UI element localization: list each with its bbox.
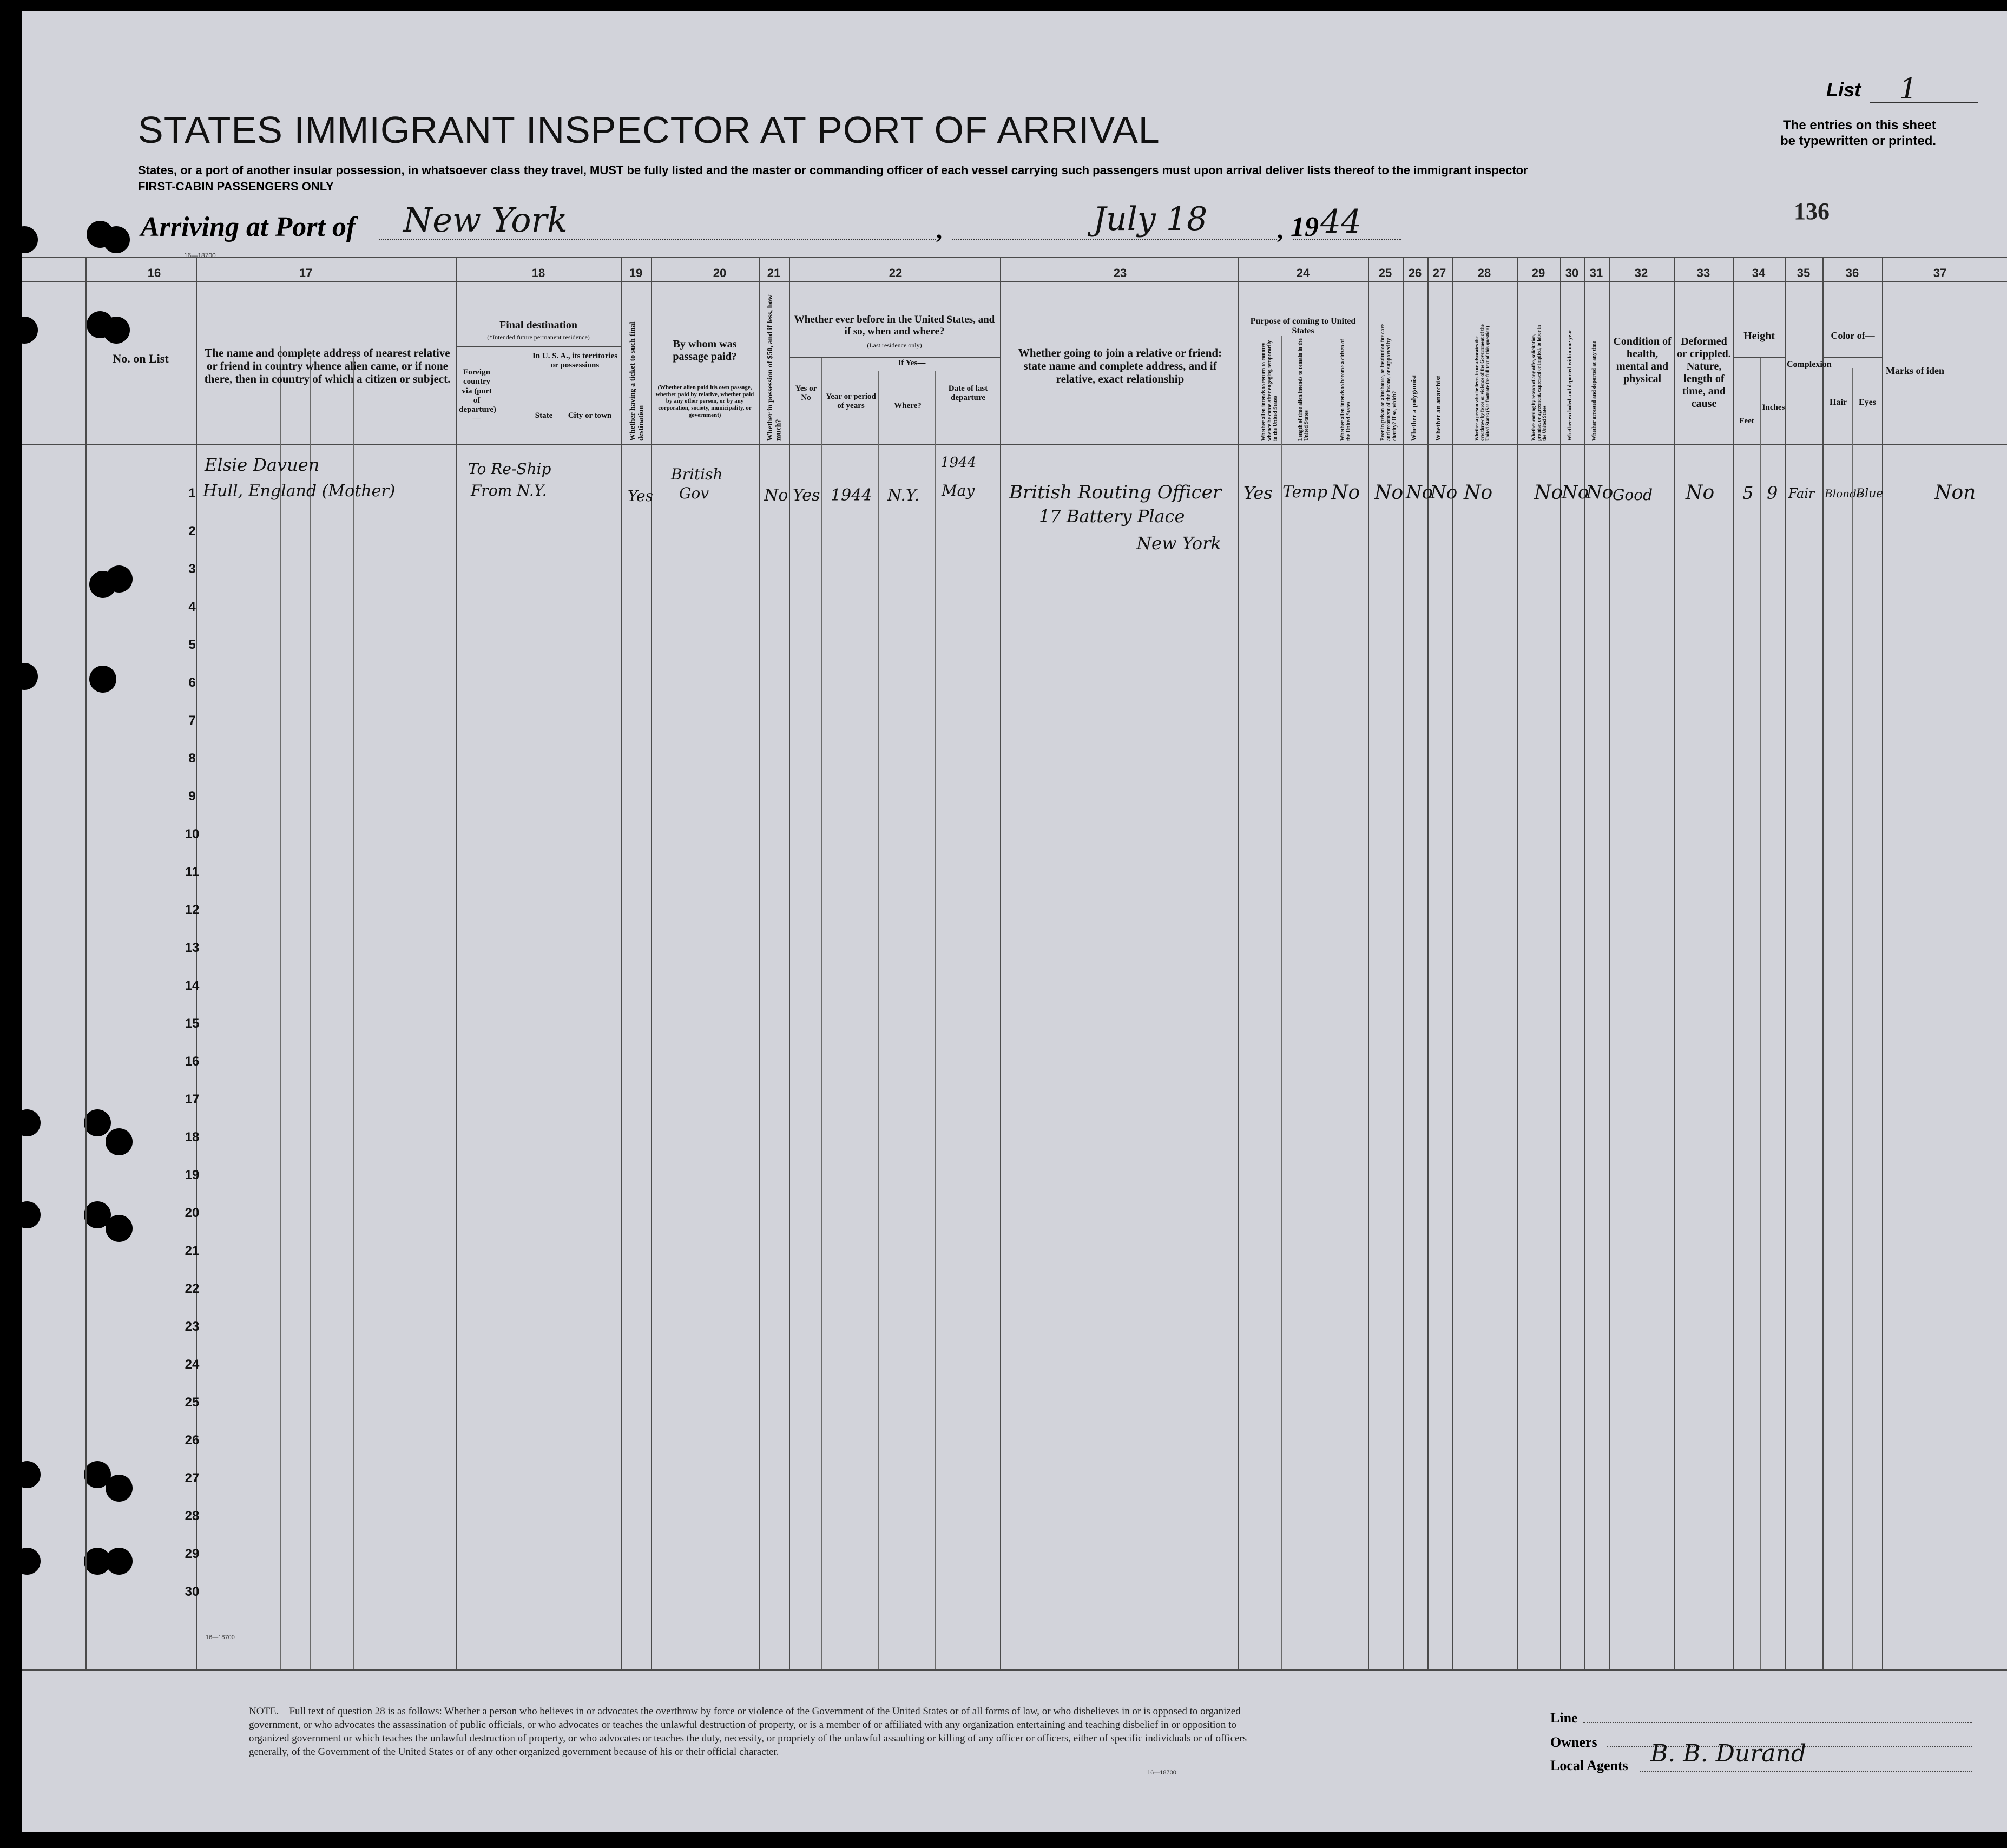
col-divider xyxy=(456,257,457,1671)
header-c37: Marks of iden xyxy=(1886,365,1944,376)
header-c19: Whether having a ticket to such final destination xyxy=(629,321,646,441)
header-c22-sub: (Last residence only) xyxy=(867,341,922,349)
subcol-divider xyxy=(935,371,936,1669)
agents-label: Local Agents xyxy=(1550,1758,1628,1773)
col-divider xyxy=(1427,257,1429,1671)
row-number: 23 xyxy=(185,1319,200,1334)
header-c24-b: Length of time alien intends to remain in the United States xyxy=(1298,338,1310,441)
header-c29: Whether coming by reason of any offer, solicitation, promise, or agreement, expressed or implied, to labor in the United States xyxy=(1531,325,1547,441)
entry-paid-1: British xyxy=(671,465,723,483)
rule-table-bottom xyxy=(22,1669,2007,1671)
form-code-small: 16—18700 xyxy=(206,1634,235,1641)
header-c36-title: Color of— xyxy=(1831,330,1875,341)
header-c22-year: Year or period of years xyxy=(826,392,876,411)
binder-hole xyxy=(84,1109,111,1136)
subcol-divider xyxy=(280,346,281,1669)
subcol-divider xyxy=(1852,368,1853,1669)
subcol-divider xyxy=(353,357,354,1669)
entry-join-2: 17 Battery Place xyxy=(1039,506,1185,527)
col-divider xyxy=(1452,257,1453,1671)
sheet-number: 136 xyxy=(1794,198,1830,225)
col-divider xyxy=(1882,257,1883,1671)
entry-departure-2: May xyxy=(942,482,975,499)
colnum: 31 xyxy=(1589,266,1603,280)
header-c22-date: Date of last departure xyxy=(948,384,988,403)
colnum: 26 xyxy=(1408,266,1422,280)
list-underline xyxy=(1870,102,1978,103)
binder-hole xyxy=(22,1109,41,1136)
agents-underline xyxy=(1640,1771,1972,1772)
sheet-note-2: be typewritten or printed. xyxy=(1780,134,1937,148)
subheader-rule xyxy=(456,346,621,347)
entry-before: Yes xyxy=(793,486,820,505)
header-c17: The name and complete address of nearest relative or friend in country whence alien came, or if none there, then in country of which a citizen or subject. xyxy=(204,346,451,386)
instructions: States, or a port of another insular possession, in whatsoever class they travel, MUST be fully listed and the master or commanding officer of each vessel carrying such passengers must upon arrival deliver lists thereof to the immigrant inspector xyxy=(138,163,1528,177)
binder-hole xyxy=(106,1548,133,1575)
entry-fifty: No xyxy=(764,486,788,505)
header-c36-hair: Hair xyxy=(1830,398,1847,407)
row-number: 20 xyxy=(185,1206,200,1220)
sheet-note-1: The entries on this sheet xyxy=(1783,118,1936,133)
port-value: New York xyxy=(403,200,568,240)
header-c18-state: State xyxy=(535,411,553,420)
header-c34-inches: Inches xyxy=(1762,403,1785,412)
year-prefix: 19 xyxy=(1291,212,1319,242)
header-c33: Deformed or crippled. Nature, length of time, and cause xyxy=(1677,336,1731,410)
colnum: 32 xyxy=(1634,266,1648,280)
header-c36-eyes: Eyes xyxy=(1859,398,1876,407)
row-number: 19 xyxy=(185,1168,200,1182)
row-number: 17 xyxy=(185,1092,200,1107)
owners-label: Owners xyxy=(1550,1734,1597,1750)
col-divider xyxy=(789,257,790,1671)
header-c20-sub: (Whether alien paid his own passage, whether paid by relative, whether paid by any other person, or by any corporation, society, municipality, or government) xyxy=(655,384,754,418)
row-number: 11 xyxy=(185,865,199,879)
entry-return: Yes xyxy=(1243,483,1273,503)
subcol-divider xyxy=(310,357,311,1669)
header-c22-title: Whether ever before in the United States, and if so, when and where? xyxy=(794,314,995,337)
year-value: 44 xyxy=(1320,203,1362,241)
binder-hole xyxy=(22,226,38,253)
year-line xyxy=(1293,239,1401,240)
header-c24-title: Purpose of coming to United States xyxy=(1250,317,1356,336)
row-number: 25 xyxy=(185,1395,200,1410)
colnum: 23 xyxy=(1113,266,1127,280)
colnum: 30 xyxy=(1565,266,1579,280)
row-number: 28 xyxy=(185,1509,200,1523)
rule-header-bottom xyxy=(22,444,2007,445)
line-underline xyxy=(1583,1722,1972,1723)
entry-length: Temp xyxy=(1282,483,1328,502)
binder-hole xyxy=(106,1215,133,1242)
entry-dest-2: From N.Y. xyxy=(471,482,547,499)
entry-complexion: Fair xyxy=(1788,486,1815,501)
entry-dest-1: To Re-Ship xyxy=(468,460,551,478)
colnum: 21 xyxy=(767,266,781,280)
subcol-divider xyxy=(1760,357,1761,1669)
binder-hole xyxy=(103,226,130,253)
colnum: 25 xyxy=(1378,266,1392,280)
row-number: 29 xyxy=(185,1547,200,1561)
binder-hole xyxy=(106,565,133,593)
colnum: 18 xyxy=(531,266,545,280)
entry-ticket: Yes xyxy=(628,487,653,505)
colnum: 33 xyxy=(1696,266,1710,280)
row-number: 12 xyxy=(185,903,200,917)
footnote: NOTE.—Full text of question 28 is as follows: Whether a person who believes in or advocates the overthrow by force or violence of the Government of the United States or of all forms of law, or who disbelieves in or is opposed to organized government, or who advocates the assassination of public officials, or who advocates or teaches the unlawful destruction of property, or is a member of or affiliated with any organization entertaining and teaching disbelief in or opposition to organized government or which teaches the unlawful destruction of property, or who advocates or teaches the duty, necessity, or propriety of the unlawful assaulting or killing of any officer or officers, either of specific individuals or of officers generally, of the Government of the United States or of any other organized government because of his or their official character. xyxy=(249,1706,1247,1758)
entry-arrested: No xyxy=(1586,482,1614,503)
binder-hole xyxy=(22,1201,41,1228)
row-number: 9 xyxy=(188,789,196,804)
list-label: List xyxy=(1826,78,1861,101)
colnum: 35 xyxy=(1797,266,1811,280)
row-number: 5 xyxy=(188,637,196,652)
entry-join-1: British Routing Officer xyxy=(1009,482,1222,503)
row-number: 21 xyxy=(185,1244,200,1258)
entry-departure-1: 1944 xyxy=(940,455,977,471)
header-c34-title: Height xyxy=(1743,330,1775,342)
entry-relative-1: Elsie Davuen xyxy=(205,455,320,475)
header-c18-title: Final destination xyxy=(499,319,577,331)
header-c35: Complexion xyxy=(1787,360,1832,369)
col-divider xyxy=(1674,257,1675,1671)
entry-join-3: New York xyxy=(1136,533,1221,554)
date-line xyxy=(952,239,1277,240)
header-c23: Whether going to join a relative or friend: state name and complete address, and if relative, exact relationship xyxy=(1018,346,1222,386)
row-number: 27 xyxy=(185,1471,200,1485)
header-c26: Whether a polygamist xyxy=(1410,374,1418,441)
form-title: STATES IMMIGRANT INSPECTOR AT PORT OF ARRIVAL xyxy=(138,109,1160,151)
col-divider xyxy=(1000,257,1001,1671)
header-c18-city: City or town xyxy=(568,411,612,420)
colnum: 29 xyxy=(1531,266,1545,280)
colnum: 34 xyxy=(1752,266,1766,280)
row-number: 13 xyxy=(185,941,200,955)
list-value: 1 xyxy=(1899,73,1918,106)
binder-hole xyxy=(22,663,38,690)
entry-deformed: No xyxy=(1686,482,1715,504)
entry-marks: Non xyxy=(1934,482,1976,504)
header-c22-ifyes: If Yes— xyxy=(898,359,926,367)
colnum: 27 xyxy=(1432,266,1446,280)
entry-excluded: No xyxy=(1562,482,1589,503)
entry-eyes: Blue xyxy=(1856,487,1884,501)
header-c22-yesno: Yes or No xyxy=(795,384,817,403)
header-c31: Whether arrested and deported at any time xyxy=(1591,340,1597,441)
header-c28: Whether a person who believes in or advocates the overthrow by force or violence of the Government of the United States (See footnote for full text of this question) xyxy=(1474,324,1490,441)
colnum: 24 xyxy=(1296,266,1310,280)
header-c16: No. on List xyxy=(113,352,169,365)
header-c32: Condition of health, mental and physical xyxy=(1613,336,1672,385)
comma-1: , xyxy=(936,217,942,244)
row-number: 2 xyxy=(188,524,196,538)
entry-overthrow: No xyxy=(1464,482,1493,504)
binder-hole xyxy=(22,317,38,344)
col-divider xyxy=(759,257,760,1671)
row-number: 22 xyxy=(185,1281,200,1296)
colnum: 28 xyxy=(1477,266,1491,280)
entry-year: 1944 xyxy=(831,486,872,505)
row-number: 26 xyxy=(185,1433,200,1448)
date-value: July 18 xyxy=(1093,200,1208,238)
row-number: 10 xyxy=(185,827,200,841)
entry-inches: 9 xyxy=(1767,483,1778,503)
line-label: Line xyxy=(1550,1710,1578,1726)
header-c34-feet: Feet xyxy=(1739,417,1754,425)
entry-citizen: No xyxy=(1331,482,1360,504)
entry-prison: No xyxy=(1374,482,1404,504)
col-divider xyxy=(1517,257,1518,1671)
header-c27: Whether an anarchist xyxy=(1434,376,1442,441)
header-c18-usa: In U. S. A., its territories or possessions xyxy=(532,352,618,370)
subcol-divider xyxy=(821,357,822,1669)
agents-signature: B. B. Durand xyxy=(1650,1740,1806,1767)
col-divider xyxy=(1368,257,1369,1671)
col-divider xyxy=(1584,257,1585,1671)
row-number: 16 xyxy=(185,1054,200,1069)
colnum: 37 xyxy=(1933,266,1947,280)
col-divider xyxy=(1609,257,1610,1671)
binder-hole xyxy=(22,1548,41,1575)
header-c18-foreign: Foreign country via (port of departure)— xyxy=(459,368,496,424)
subheader-rule xyxy=(1733,357,1785,358)
rule-colnums xyxy=(22,281,2007,282)
binder-hole xyxy=(103,317,130,344)
rule-top xyxy=(22,257,2007,258)
header-c30: Whether excluded and deported within one year xyxy=(1567,330,1573,441)
row-number: 4 xyxy=(188,600,196,614)
colnum: 19 xyxy=(629,266,643,280)
header-c22-where: Where? xyxy=(894,402,922,410)
entry-polygamist: No xyxy=(1406,482,1433,503)
col-divider xyxy=(1785,257,1786,1671)
row-number: 30 xyxy=(185,1584,200,1599)
header-c21: Whether in possession of $50, and if less, how much? xyxy=(766,294,783,441)
binder-hole xyxy=(106,1128,133,1155)
entry-labor: No xyxy=(1534,482,1563,504)
colnum: 20 xyxy=(713,266,727,280)
entry-feet: 5 xyxy=(1742,483,1754,503)
arriving-label: Arriving at Port of xyxy=(141,212,356,242)
subcol-divider xyxy=(878,371,879,1669)
entry-anarchist: No xyxy=(1430,482,1458,503)
header-c24-c: Whether alien intends to become a citizen of the United States xyxy=(1340,339,1352,441)
entry-health: Good xyxy=(1613,486,1653,504)
manifest-sheet xyxy=(22,11,2007,1832)
col-divider xyxy=(1238,257,1239,1671)
col-divider xyxy=(196,257,197,1671)
subheader-rule xyxy=(789,357,1000,358)
class-line: FIRST-CABIN PASSENGERS ONLY xyxy=(138,180,334,193)
row-number: 8 xyxy=(188,751,196,766)
comma-2: , xyxy=(1277,217,1283,244)
form-code: 16—18700 xyxy=(184,252,216,259)
col-divider xyxy=(1560,257,1561,1671)
header-c20-title: By whom was passage paid? xyxy=(673,338,737,363)
row-number: 7 xyxy=(188,713,196,728)
col-divider xyxy=(1733,257,1734,1671)
col-divider xyxy=(621,257,622,1671)
header-c24-a: Whether alien intends to return to country whence he came after engaging temporarily in the United States xyxy=(1261,340,1279,441)
row-number: 6 xyxy=(188,675,196,690)
col-divider xyxy=(85,257,87,1671)
entry-where: N.Y. xyxy=(887,486,920,505)
row-number: 15 xyxy=(185,1016,200,1031)
row-number: 24 xyxy=(185,1357,200,1372)
col-divider xyxy=(1822,257,1824,1671)
row-number: 14 xyxy=(185,978,200,993)
binder-hole xyxy=(89,666,116,693)
header-c18-sub: (*Intended future permanent residence) xyxy=(487,333,590,341)
subheader-rule xyxy=(1822,357,1882,358)
colnum: 17 xyxy=(299,266,313,280)
colnum: 16 xyxy=(147,266,161,280)
row-number: 1 xyxy=(188,486,196,501)
binder-hole xyxy=(106,1475,133,1502)
col-divider xyxy=(1403,257,1404,1671)
col-divider xyxy=(651,257,652,1671)
colnum: 22 xyxy=(889,266,903,280)
entry-paid-2: Gov xyxy=(679,484,709,502)
binder-hole xyxy=(22,1461,41,1488)
entry-relative-2: Hull, England (Mother) xyxy=(203,482,396,501)
row-number: 3 xyxy=(188,562,196,576)
colnum: 36 xyxy=(1845,266,1859,280)
entry-hair: Blonde xyxy=(1825,487,1863,500)
form-code-bottom: 16—18700 xyxy=(1147,1770,1176,1776)
subcol-divider xyxy=(1281,336,1282,1669)
header-c25: Ever in prison or almshouse, or institution for care and treatment of the insane, or supported by charity? If so, which? xyxy=(1380,324,1398,441)
row-number: 18 xyxy=(185,1130,200,1145)
